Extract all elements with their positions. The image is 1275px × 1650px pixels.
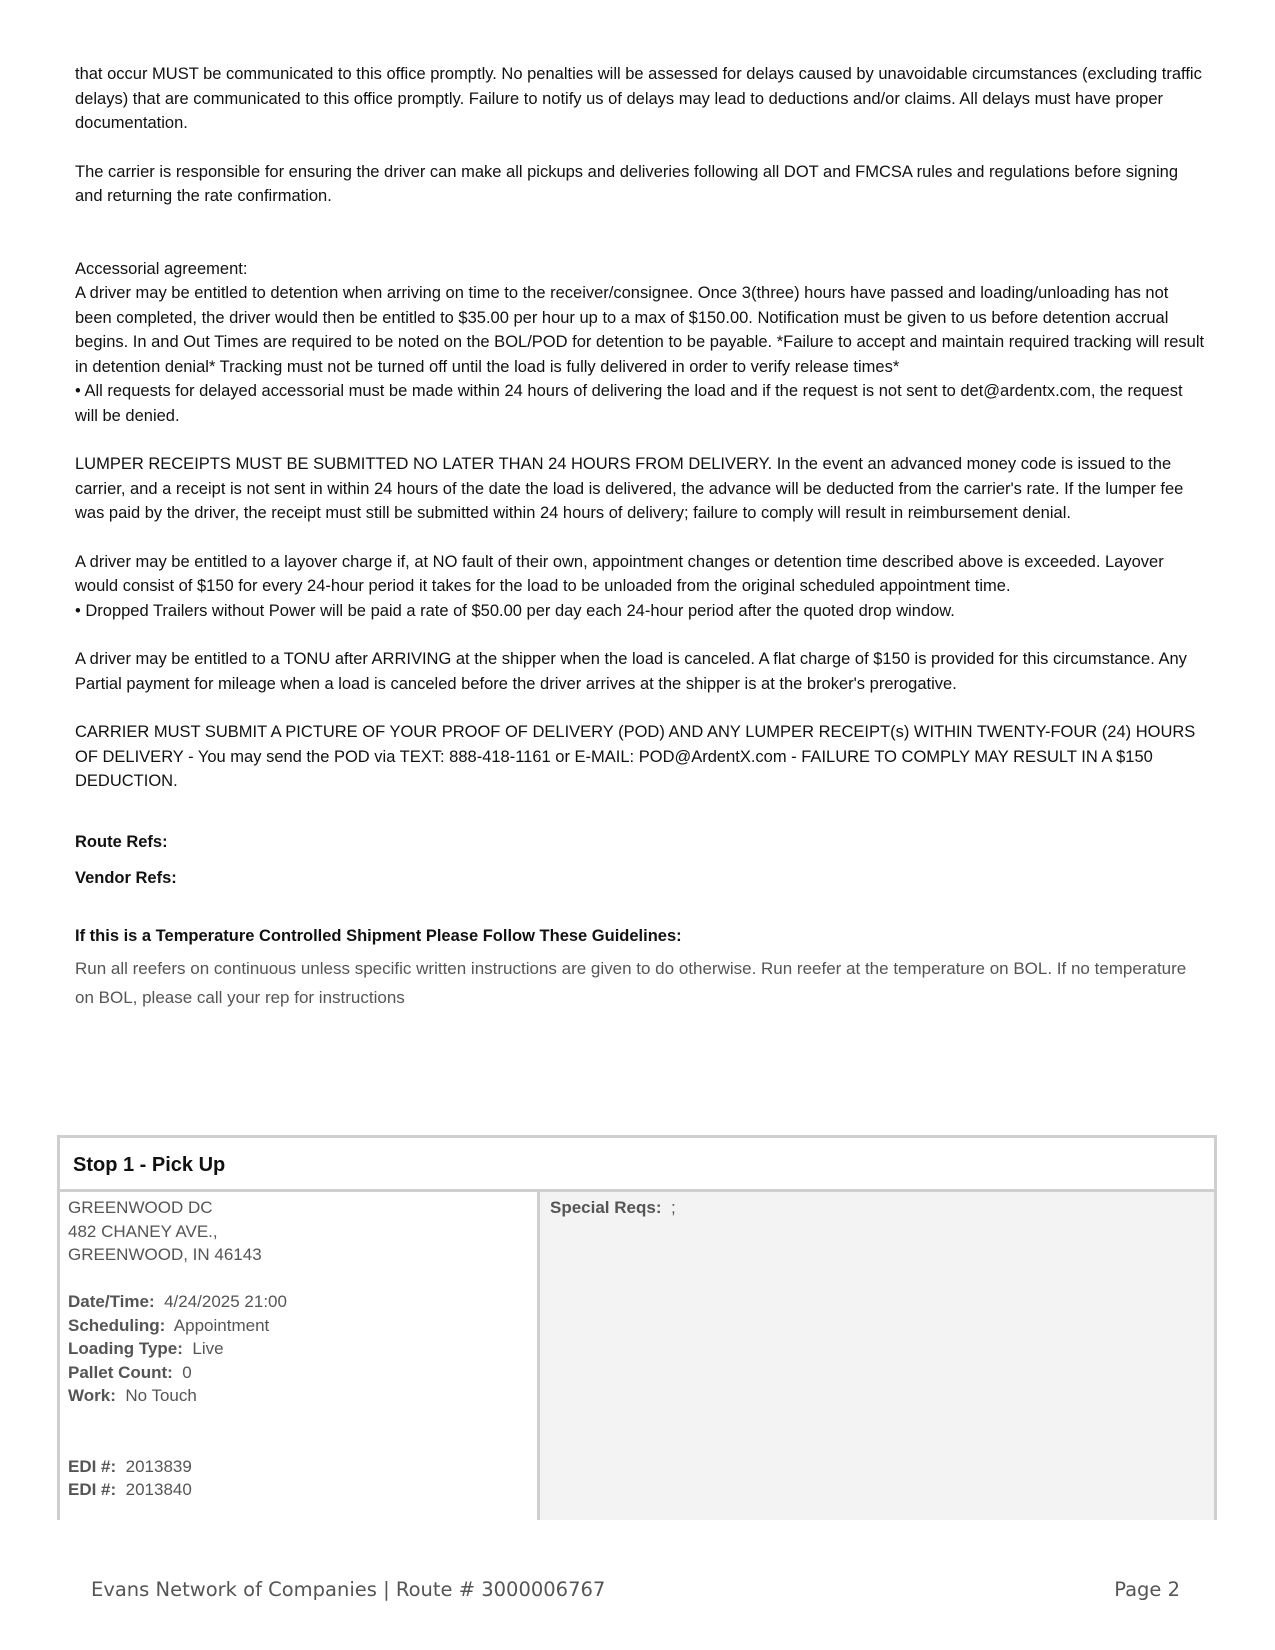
- edi-label: EDI #:: [68, 1480, 117, 1499]
- pod-paragraph: CARRIER MUST SUBMIT A PICTURE OF YOUR PROOF OF DELIVERY (POD) AND ANY LUMPER RECEIPT(s) WITHIN TWENTY-FOUR (24) HOURS OF DELIVERY - You may send the POD via TEXT: 888-418-1161 or E-MAIL: POD@ArdentX.com - FAILURE TO COMPLY MAY RESULT IN A $150 DEDUCTION.: [75, 723, 1196, 790]
- special-reqs-label: Special Reqs:: [550, 1198, 662, 1217]
- pallet-count-row: [68, 1361, 537, 1385]
- delayed-accessorial-bullet: • All requests for delayed accessorial must be made within 24 hours of delivering the load and if the request is not sent to det@ardentx.com, the request will be denied.: [75, 382, 1183, 425]
- facility-name: GREENWOOD DC: [68, 1198, 213, 1217]
- terms-section: [75, 62, 1205, 1012]
- page-footer: [91, 1578, 1180, 1608]
- tonu-paragraph: A driver may be entitled to a TONU after ARRIVING at the shipper when the load is canceled. A flat charge of $150 is provided for this circumstance. Any Partial payment for mileage when a load is canceled before the driver arrives at the shipper is at the broker's prerogative.: [75, 650, 1187, 693]
- datetime-row: [68, 1290, 537, 1314]
- temperature-guidelines-title: If this is a Temperature Controlled Shipment Please Follow These Guidelines:: [75, 926, 682, 945]
- scheduling-row: [68, 1314, 537, 1338]
- work-value: No Touch: [125, 1386, 197, 1405]
- layover-paragraph: A driver may be entitled to a layover charge if, at NO fault of their own, appointment changes or detention time described above is exceeded. Layover would consist of $150 for every 24-hour period it takes for the load to be unloaded from the original scheduled appointment time.: [75, 552, 1164, 595]
- scheduling-value: Appointment: [173, 1315, 270, 1335]
- address-line-1: 482 CHANEY AVE.,: [68, 1221, 218, 1241]
- datetime-value: 4/24/2025 21:00: [164, 1292, 287, 1311]
- scheduling-label: Scheduling:: [68, 1315, 166, 1335]
- edi-value: 2013839: [125, 1456, 192, 1476]
- pallet-count-label: Pallet Count:: [68, 1362, 173, 1382]
- special-requirements: [540, 1192, 1214, 1520]
- pallet-count-value: 0: [182, 1362, 192, 1382]
- address-line-2: GREENWOOD, IN 46143: [68, 1245, 262, 1264]
- route-refs-label: Route Refs:: [75, 832, 168, 851]
- stop-title: Stop 1 - Pick Up: [60, 1138, 1214, 1192]
- edi-row: [68, 1455, 537, 1479]
- edi-row: [68, 1478, 537, 1502]
- delays-paragraph: that occur MUST be communicated to this office promptly. No penalties will be assessed for delays caused by unavoidable circumstances (excluding traffic delays) that are communicated to this office promptly. Failure to notify us of delays may lead to deductions and/or claims. All delays must have proper documentation.: [75, 65, 1202, 132]
- footer-page-number: Page 2: [1114, 1578, 1180, 1601]
- carrier-responsibility-paragraph: The carrier is responsible for ensuring the driver can make all pickups and deliveries following all DOT and FMCSA rules and regulations before signing and returning the rate confirmation.: [75, 162, 1178, 205]
- detention-paragraph: A driver may be entitled to detention when arriving on time to the receiver/consignee. Once 3(three) hours have passed and loading/unloading has not been completed, the driver would then be entitled to $35.00 per hour up to a max of $150.00. Notification must be given to us before detention accrual begins. In and Out Times are required to be noted on the BOL/POD for detention to be payable. *Failure to accept and maintain required tracking will result in detention denial* Tracking must not be turned off until the load is fully delivered in order to verify release times*: [75, 284, 1205, 376]
- stop-1-card: [57, 1135, 1217, 1520]
- datetime-label: Date/Time:: [68, 1292, 155, 1311]
- footer-company-route: Evans Network of Companies | Route # 3000006767: [91, 1578, 606, 1601]
- dropped-trailers-bullet: • Dropped Trailers without Power will be paid a rate of $50.00 per day each 24-hour period after the quoted drop window.: [75, 601, 955, 620]
- work-label: Work:: [68, 1386, 116, 1405]
- loading-type-label: Loading Type:: [68, 1339, 183, 1358]
- accessorial-heading: Accessorial agreement:: [75, 259, 248, 278]
- loading-type-value: Live: [192, 1339, 224, 1358]
- work-row: [68, 1384, 537, 1408]
- special-reqs-value: ;: [670, 1198, 676, 1217]
- edi-label: EDI #:: [68, 1456, 117, 1476]
- loading-type-row: [68, 1337, 537, 1361]
- refs-block: [75, 830, 1205, 902]
- edi-value: 2013840: [125, 1480, 192, 1499]
- stop-details: [60, 1192, 540, 1520]
- vendor-refs-label: Vendor Refs:: [75, 868, 177, 887]
- lumper-paragraph: LUMPER RECEIPTS MUST BE SUBMITTED NO LATER THAN 24 HOURS FROM DELIVERY. In the event an advanced money code is issued to the carrier, and a receipt is not sent in within 24 hours of the date the load is delivered, the advance will be deducted from the carrier's rate. If the lumper fee was paid by the driver, the receipt must still be submitted within 24 hours of delivery; failure to comply will result in reimbursement denial.: [75, 455, 1184, 522]
- temperature-guidelines-body: Run all reefers on continuous unless specific written instructions are given to do otherwise. Run reefer at the temperature on BOL. If no temperature on BOL, please call your rep for instructions: [75, 958, 1187, 1007]
